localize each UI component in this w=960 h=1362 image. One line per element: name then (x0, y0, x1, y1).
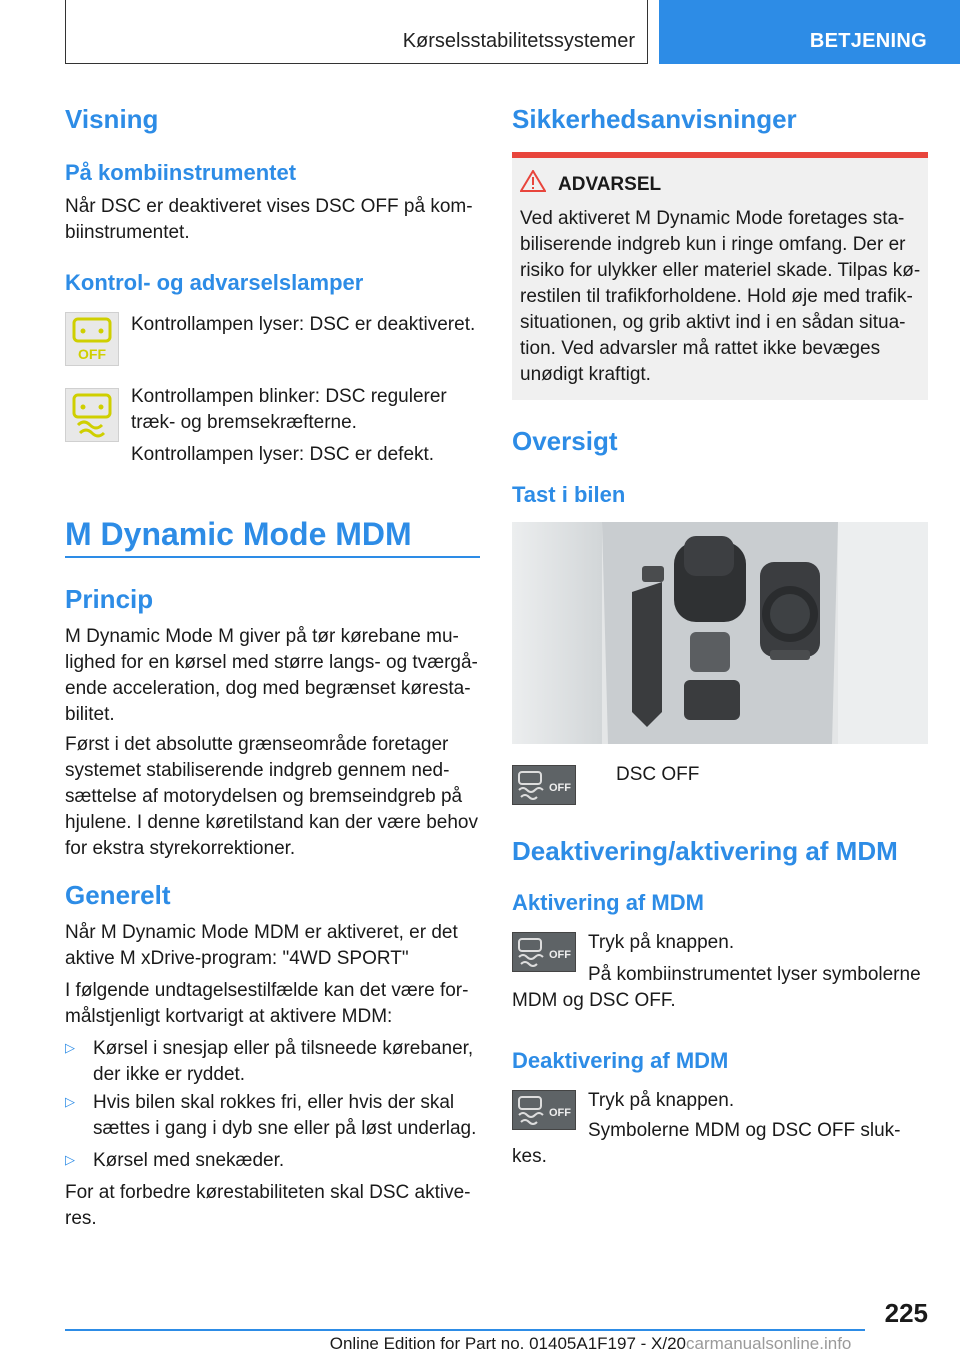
bullet-line: der ikke er ryddet. (93, 1064, 246, 1085)
warning-triangle-icon (520, 170, 546, 197)
forst-line: hjulene. I denne køretilstand kan der være behov (65, 812, 478, 833)
bullet-line: Hvis bilen skal rokkes fri, eller hvis der skal (93, 1092, 455, 1113)
aktivering-line: MDM og DSC OFF. (512, 990, 676, 1011)
princip-line: M Dynamic Mode M giver på tør kørebane mu- (65, 626, 459, 647)
mdm-heading-rule (65, 556, 480, 558)
heading-deaktivering: Deaktivering af MDM (512, 1048, 729, 1073)
generelt-line: aktive M xDrive-program: "4WD SPORT" (65, 948, 409, 969)
heading-princip: Princip (65, 584, 154, 614)
dsc-lamp-icon (65, 388, 119, 442)
svg-text:OFF: OFF (549, 782, 571, 794)
heading-aktivering: Aktivering af MDM (512, 890, 704, 915)
bullet-line: Kørsel i snesjap eller på tilsneede kørebaner, (93, 1038, 474, 1059)
dsc-off-lamp-icon (65, 312, 119, 366)
deaktivering-line: kes. (512, 1146, 547, 1167)
dsc-off-button-icon (512, 932, 576, 972)
kombi-text-line: Når DSC er deaktiveret vises DSC OFF på kom- (65, 196, 473, 217)
warning-line: biliserende indgreb kun i ringe omfang. Der er (520, 234, 906, 255)
warning-line: unødigt kraftigt. (520, 364, 651, 385)
warning-line: tion. Ved advarsler må rattet ikke bevæges (520, 338, 881, 359)
heading-mdm: M Dynamic Mode MDM (65, 516, 412, 552)
aktivering-line: På kombiinstrumentet lyser symbolerne (588, 964, 921, 985)
forst-line: sættelse af motorydelsen og bremseindgreb på (65, 786, 463, 807)
princip-line: bilitet. (65, 704, 115, 725)
princip-line: ende acceleration, dog med begrænset køresta- (65, 678, 471, 699)
heading-sikkerhed: Sikkerhedsanvisninger (512, 104, 797, 134)
edition-text: Online Edition for Part no. 01405A1F197 - X/20 (329, 1334, 686, 1353)
bullet-triangle-icon: ▷ (65, 1040, 75, 1055)
svg-text:OFF: OFF (78, 346, 106, 362)
heading-kombiinstrument: På kombiinstrumentet (65, 160, 297, 185)
watermark: carmanualsonline.info (686, 1334, 852, 1353)
lamp2-text-line: Kontrollampen blinker: DSC regulerer (131, 386, 447, 407)
warning-title: ADVARSEL (558, 174, 662, 195)
forst-line: for ekstra styrekorrektioner. (65, 838, 296, 859)
heading-visning: Visning (65, 104, 159, 134)
deaktivering-line: Tryk på knappen. (588, 1090, 735, 1111)
center-console-photo (512, 522, 928, 744)
bullet-line: sættes i gang i dyb sne eller på løst underlag. (93, 1118, 477, 1139)
heading-generelt: Generelt (65, 880, 171, 910)
footer-rule (65, 1329, 865, 1331)
dsc-off-button-icon (512, 1090, 576, 1130)
chapter-tab[interactable]: BETJENING (809, 30, 927, 52)
folgende-line: I følgende undtagelsestilfælde kan det være for- (65, 980, 469, 1001)
section-title: Kørselsstabilitetssystemer (402, 30, 635, 52)
lamp2-text-line: Kontrollampen lyser: DSC er defekt. (131, 444, 435, 465)
forst-line: systemet stabiliserende indgreb gennem ned- (65, 760, 450, 781)
deaktivering-line: Symbolerne MDM og DSC OFF sluk- (588, 1120, 901, 1141)
heading-kontrollamper: Kontrol- og advarselslamper (65, 270, 364, 295)
forst-line: Først i det absolutte grænseområde foretager (65, 734, 449, 755)
forbedre-line: res. (65, 1208, 97, 1229)
forbedre-line: For at forbedre kørestabiliteten skal DSC aktive- (65, 1182, 471, 1203)
lamp2-text-line: træk- og bremsekræfterne. (131, 412, 357, 433)
svg-text:OFF: OFF (549, 1107, 571, 1119)
aktivering-line: Tryk på knappen. (588, 932, 735, 953)
lamp1-text: Kontrollampen lyser: DSC er deaktiveret. (131, 314, 476, 335)
page-number: 225 (884, 1298, 928, 1328)
bullet-triangle-icon: ▷ (65, 1152, 75, 1167)
bullet-line: Kørsel med snekæder. (93, 1150, 285, 1171)
warning-line: situationen, og grib aktivt ind i en sådan situa- (520, 312, 906, 333)
folgende-line: målstjenligt kortvarigt at aktivere MDM: (65, 1006, 393, 1027)
heading-oversigt: Oversigt (512, 426, 618, 456)
heading-deaktivering-aktivering: Deaktivering/aktivering af MDM (512, 836, 898, 866)
dsc-off-button-icon (512, 765, 576, 805)
bullet-triangle-icon: ▷ (65, 1094, 75, 1109)
generelt-line: Når M Dynamic Mode MDM er aktiveret, er det (65, 922, 458, 943)
svg-text:OFF: OFF (549, 949, 571, 961)
princip-line: lighed for en kørsel med større langs- og tværgå- (65, 652, 478, 673)
warning-line: Ved aktiveret M Dynamic Mode foretages sta- (520, 208, 905, 229)
dsc-off-label: DSC OFF (616, 764, 700, 785)
warning-line: risiko for ulykker eller materiel skade. Tilpas kø- (520, 260, 921, 281)
heading-tast-i-bilen: Tast i bilen (512, 482, 626, 507)
kombi-text-line: biinstrumentet. (65, 222, 190, 243)
warning-line: restilen til trafikforholdene. Hold øje med trafik- (520, 286, 913, 307)
